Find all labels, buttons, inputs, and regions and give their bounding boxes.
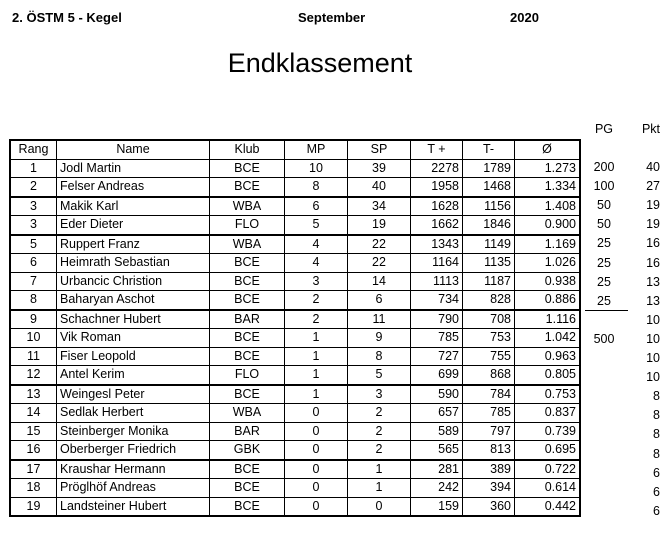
cell-avg: 0.963 — [515, 347, 581, 366]
pkt-value: 40 — [646, 160, 660, 174]
cell-name: Urbancic Christion — [57, 272, 210, 291]
table-row — [10, 197, 580, 216]
cell-mp: 8 — [285, 178, 348, 197]
cell-tp: 790 — [411, 310, 463, 329]
cell-name: Weingesl Peter — [57, 385, 210, 404]
cell-rang: 18 — [10, 479, 57, 498]
cell-tp: 590 — [411, 385, 463, 404]
table-row — [10, 329, 580, 348]
standings-table — [9, 139, 581, 517]
cell-name: Schachner Hubert — [57, 310, 210, 329]
cell-tm: 1149 — [463, 235, 515, 254]
cell-mp: 0 — [285, 460, 348, 479]
cell-sp: 6 — [348, 291, 411, 310]
pkt-value: 10 — [646, 312, 660, 327]
cell-sp: 1 — [348, 479, 411, 498]
cell-tm: 784 — [463, 385, 515, 404]
cell-tm: 868 — [463, 366, 515, 385]
cell-mp: 2 — [285, 291, 348, 310]
table-row — [10, 178, 580, 197]
cell-name: Makik Karl — [57, 197, 210, 216]
pkt-value: 8 — [653, 427, 660, 442]
cell-tp: 785 — [411, 329, 463, 348]
table-row — [10, 460, 580, 479]
cell-rang: 13 — [10, 385, 57, 404]
cell-rang: 14 — [10, 404, 57, 423]
pkt-value: 19 — [646, 198, 660, 213]
cell-tm: 1156 — [463, 197, 515, 216]
col-rang: Rang — [10, 140, 57, 159]
pkt-value: 6 — [653, 484, 660, 499]
side-divider-line — [585, 310, 628, 311]
cell-mp: 3 — [285, 272, 348, 291]
pg-value: 50 — [597, 198, 611, 213]
cell-name: Ruppert Franz — [57, 235, 210, 254]
cell-name: Sedlak Herbert — [57, 404, 210, 423]
cell-klub: BCE — [210, 178, 285, 197]
pkt-value: 10 — [646, 370, 660, 385]
pkt-value: 8 — [653, 389, 660, 404]
cell-sp: 40 — [348, 178, 411, 197]
table-row — [10, 216, 580, 235]
col-klub: Klub — [210, 140, 285, 159]
col-mp: MP — [285, 140, 348, 159]
cell-tm: 1135 — [463, 254, 515, 273]
cell-name: Eder Dieter — [57, 216, 210, 235]
col-average: Ø — [515, 140, 581, 159]
cell-klub: BCE — [210, 347, 285, 366]
table-row — [10, 497, 580, 516]
cell-klub: BCE — [210, 272, 285, 291]
cell-klub: GBK — [210, 441, 285, 460]
cell-avg: 1.042 — [515, 329, 581, 348]
pkt-value: 27 — [646, 179, 660, 194]
cell-sp: 34 — [348, 197, 411, 216]
pg-value: 25 — [597, 274, 611, 289]
cell-sp: 8 — [348, 347, 411, 366]
cell-tp: 657 — [411, 404, 463, 423]
cell-name: Antel Kerim — [57, 366, 210, 385]
pkt-value: 10 — [646, 331, 660, 346]
cell-rang: 12 — [10, 366, 57, 385]
cell-sp: 14 — [348, 272, 411, 291]
cell-avg: 1.273 — [515, 159, 581, 178]
cell-rang: 6 — [10, 254, 57, 273]
cell-mp: 0 — [285, 422, 348, 441]
cell-rang: 11 — [10, 347, 57, 366]
cell-mp: 0 — [285, 497, 348, 516]
table-row — [10, 441, 580, 460]
table-row — [10, 404, 580, 423]
cell-tp: 1628 — [411, 197, 463, 216]
cell-sp: 11 — [348, 310, 411, 329]
cell-mp: 6 — [285, 197, 348, 216]
pkt-value: 19 — [646, 217, 660, 232]
cell-klub: BCE — [210, 479, 285, 498]
pg-header: PG — [594, 122, 614, 136]
cell-name: Felser Andreas — [57, 178, 210, 197]
cell-sp: 3 — [348, 385, 411, 404]
cell-avg: 0.805 — [515, 366, 581, 385]
cell-tp: 281 — [411, 460, 463, 479]
cell-rang: 3 — [10, 216, 57, 235]
cell-mp: 5 — [285, 216, 348, 235]
pkt-value: 16 — [646, 236, 660, 251]
cell-klub: BCE — [210, 385, 285, 404]
cell-avg: 0.753 — [515, 385, 581, 404]
cell-tp: 727 — [411, 347, 463, 366]
cell-tm: 755 — [463, 347, 515, 366]
header-competition: 2. ÖSTM 5 - Kegel — [12, 10, 122, 25]
cell-tp: 159 — [411, 497, 463, 516]
cell-avg: 0.442 — [515, 497, 581, 516]
pg-value: 50 — [597, 217, 611, 232]
cell-mp: 1 — [285, 329, 348, 348]
cell-name: Fiser Leopold — [57, 347, 210, 366]
table-row — [10, 254, 580, 273]
cell-avg: 1.116 — [515, 310, 581, 329]
table-row — [10, 366, 580, 385]
pkt-value: 10 — [646, 351, 660, 365]
pg-value: 100 — [593, 179, 615, 194]
cell-mp: 0 — [285, 479, 348, 498]
cell-tm: 813 — [463, 441, 515, 460]
cell-name: Landsteiner Hubert — [57, 497, 210, 516]
cell-rang: 1 — [10, 159, 57, 178]
table-row — [10, 310, 580, 329]
pkt-value: 6 — [653, 503, 660, 518]
cell-rang: 2 — [10, 178, 57, 197]
cell-klub: BCE — [210, 497, 285, 516]
cell-rang: 7 — [10, 272, 57, 291]
pkt-value: 16 — [646, 255, 660, 270]
header-year: 2020 — [510, 10, 539, 25]
cell-avg: 0.695 — [515, 441, 581, 460]
cell-tm: 360 — [463, 497, 515, 516]
cell-klub: FLO — [210, 366, 285, 385]
cell-mp: 10 — [285, 159, 348, 178]
table-row — [10, 385, 580, 404]
cell-klub: BAR — [210, 422, 285, 441]
cell-klub: BCE — [210, 329, 285, 348]
cell-avg: 1.026 — [515, 254, 581, 273]
cell-tp: 734 — [411, 291, 463, 310]
pkt-value: 13 — [646, 274, 660, 289]
cell-name: Oberberger Friedrich — [57, 441, 210, 460]
cell-tm: 708 — [463, 310, 515, 329]
pg-value: 500 — [593, 331, 615, 346]
col-sp: SP — [348, 140, 411, 159]
cell-sp: 39 — [348, 159, 411, 178]
cell-rang: 10 — [10, 329, 57, 348]
cell-rang: 17 — [10, 460, 57, 479]
cell-sp: 5 — [348, 366, 411, 385]
table-row — [10, 235, 580, 254]
table-header-row — [10, 140, 580, 159]
cell-tp: 2278 — [411, 159, 463, 178]
cell-klub: BCE — [210, 159, 285, 178]
table-row — [10, 159, 580, 178]
cell-mp: 1 — [285, 366, 348, 385]
cell-avg: 0.614 — [515, 479, 581, 498]
cell-rang: 3 — [10, 197, 57, 216]
pg-value: 200 — [593, 160, 615, 174]
cell-rang: 9 — [10, 310, 57, 329]
cell-rang: 8 — [10, 291, 57, 310]
cell-klub: WBA — [210, 235, 285, 254]
cell-name: Baharyan Aschot — [57, 291, 210, 310]
cell-klub: BAR — [210, 310, 285, 329]
cell-name: Pröglhöf Andreas — [57, 479, 210, 498]
cell-mp: 0 — [285, 404, 348, 423]
cell-name: Steinberger Monika — [57, 422, 210, 441]
cell-name: Kraushar Hermann — [57, 460, 210, 479]
cell-sp: 2 — [348, 404, 411, 423]
cell-klub: WBA — [210, 197, 285, 216]
cell-avg: 0.938 — [515, 272, 581, 291]
cell-tm: 1468 — [463, 178, 515, 197]
cell-tp: 242 — [411, 479, 463, 498]
cell-sp: 9 — [348, 329, 411, 348]
cell-mp: 1 — [285, 347, 348, 366]
cell-tm: 1789 — [463, 159, 515, 178]
cell-tp: 1662 — [411, 216, 463, 235]
cell-sp: 1 — [348, 460, 411, 479]
col-t-minus: T- — [463, 140, 515, 159]
cell-klub: BCE — [210, 291, 285, 310]
cell-sp: 0 — [348, 497, 411, 516]
cell-tp: 1958 — [411, 178, 463, 197]
cell-avg: 0.722 — [515, 460, 581, 479]
cell-sp: 2 — [348, 441, 411, 460]
pkt-value: 8 — [653, 408, 660, 423]
cell-rang: 15 — [10, 422, 57, 441]
cell-avg: 0.900 — [515, 216, 581, 235]
cell-tp: 1343 — [411, 235, 463, 254]
page-title: Endklassement — [227, 48, 413, 78]
cell-sp: 19 — [348, 216, 411, 235]
cell-rang: 5 — [10, 235, 57, 254]
cell-sp: 22 — [348, 254, 411, 273]
cell-tp: 565 — [411, 441, 463, 460]
table-row — [10, 272, 580, 291]
cell-avg: 0.837 — [515, 404, 581, 423]
pkt-header: Pkt — [641, 122, 660, 136]
cell-avg: 0.739 — [515, 422, 581, 441]
cell-tm: 394 — [463, 479, 515, 498]
cell-tm: 797 — [463, 422, 515, 441]
cell-name: Jodl Martin — [57, 159, 210, 178]
cell-avg: 1.408 — [515, 197, 581, 216]
cell-avg: 1.169 — [515, 235, 581, 254]
pg-value: 25 — [597, 293, 611, 308]
cell-name: Vik Roman — [57, 329, 210, 348]
table-row — [10, 347, 580, 366]
cell-tp: 699 — [411, 366, 463, 385]
cell-rang: 19 — [10, 497, 57, 516]
cell-tp: 1164 — [411, 254, 463, 273]
cell-tm: 753 — [463, 329, 515, 348]
cell-klub: WBA — [210, 404, 285, 423]
table-row — [10, 422, 580, 441]
pg-value: 25 — [597, 255, 611, 270]
cell-tm: 828 — [463, 291, 515, 310]
cell-avg: 0.886 — [515, 291, 581, 310]
col-t-plus: T + — [411, 140, 463, 159]
cell-tm: 389 — [463, 460, 515, 479]
cell-mp: 0 — [285, 441, 348, 460]
cell-avg: 1.334 — [515, 178, 581, 197]
cell-tm: 785 — [463, 404, 515, 423]
pkt-value: 13 — [646, 293, 660, 308]
cell-tp: 1113 — [411, 272, 463, 291]
cell-mp: 1 — [285, 385, 348, 404]
pkt-value: 6 — [653, 465, 660, 480]
cell-mp: 4 — [285, 235, 348, 254]
cell-klub: FLO — [210, 216, 285, 235]
cell-sp: 2 — [348, 422, 411, 441]
col-name: Name — [57, 140, 210, 159]
table-row — [10, 291, 580, 310]
cell-sp: 22 — [348, 235, 411, 254]
cell-mp: 4 — [285, 254, 348, 273]
cell-name: Heimrath Sebastian — [57, 254, 210, 273]
table-row — [10, 479, 580, 498]
cell-tm: 1846 — [463, 216, 515, 235]
cell-klub: BCE — [210, 254, 285, 273]
cell-mp: 2 — [285, 310, 348, 329]
pkt-value: 8 — [653, 446, 660, 461]
cell-rang: 16 — [10, 441, 57, 460]
pg-value: 25 — [597, 236, 611, 251]
header-month: September — [298, 10, 366, 25]
cell-tm: 1187 — [463, 272, 515, 291]
cell-tp: 589 — [411, 422, 463, 441]
cell-klub: BCE — [210, 460, 285, 479]
